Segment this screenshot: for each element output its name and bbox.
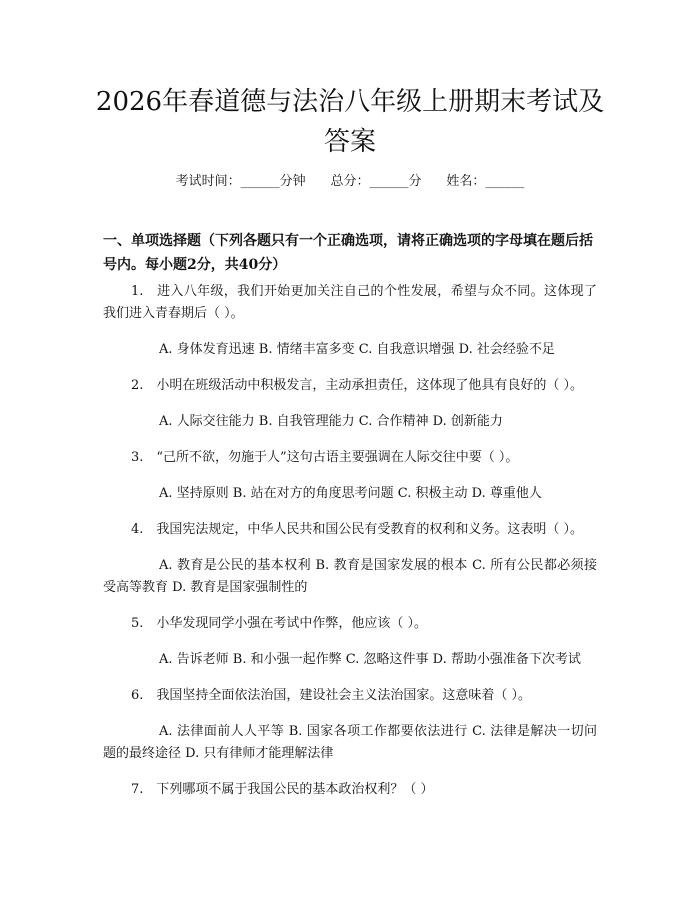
question-stem-6: 6. 我国坚持全面依法治国，建设社会主义法治国家。这意味着（ ）。 <box>131 688 532 703</box>
exam-meta <box>0 170 700 189</box>
question-options-2: A. 人际交往能力 B. 自我管理能力 C. 合作精神 D. 创新能力 <box>159 414 503 429</box>
question-options-3: A. 坚持原则 B. 站在对方的角度思考问题 C. 积极主动 D. 尊重他人 <box>159 486 542 501</box>
question-stem-1: 1. 进入八年级，我们开始更加关注自己的个性发展，希望与众不同。这体现了我们进入青春期后（ ）。 <box>103 284 597 321</box>
question-options-1: A. 身体发育迅速 B. 情绪丰富多变 C. 自我意识增强 D. 社会经验不足 <box>159 342 555 357</box>
name-label: 姓名： <box>446 174 486 189</box>
question-stem-7: 7. 下列哪项不属于我国公民的基本政治权利？（ ） <box>131 782 434 797</box>
name-blank: ______ <box>485 174 525 189</box>
question-stem-3: 3. “己所不欲，勿施于人”这句古语主要强调在人际交往中要（ ）。 <box>131 450 519 465</box>
time-unit: 分钟 <box>279 174 306 189</box>
question-stem-4: 4. 我国宪法规定，中华人民共和国公民有受教育的权利和义务。这表明（ ）。 <box>131 522 584 537</box>
exam-title: 2026年春道德与法治八年级上册期末考试及答案 <box>95 87 605 157</box>
time-label: 考试时间： <box>175 174 241 189</box>
score-unit: 分 <box>408 174 422 189</box>
question-options-6: A. 法律面前人人平等 B. 国家各项工作都要依法进行 C. 法律是解决一切问题的最终途径 D. 只有律师才能理解法律 <box>103 724 597 761</box>
score-label: 总分： <box>330 174 370 189</box>
section-heading: 一、单项选择题（下列各题只有一个正确选项，请将正确选项的字母填在题后括号内。每小题2分，共40分） <box>103 233 593 273</box>
question-stem-2: 2. 小明在班级活动中积极发言，主动承担责任，这体现了他具有良好的（ ）。 <box>131 378 584 393</box>
time-blank: ______ <box>240 174 280 189</box>
question-options-4: A. 教育是公民的基本权利 B. 教育是国家发展的根本 C. 所有公民都必须接受高等教育 D. 教育是国家强制性的 <box>103 558 597 595</box>
question-stem-5: 5. 小华发现同学小强在考试中作弊，他应该（ ）。 <box>131 616 428 631</box>
question-list <box>103 281 597 815</box>
question-options-5: A. 告诉老师 B. 和小强一起作弊 C. 忽略这件事 D. 帮助小强准备下次考试 <box>159 652 581 667</box>
score-blank: ______ <box>369 174 409 189</box>
